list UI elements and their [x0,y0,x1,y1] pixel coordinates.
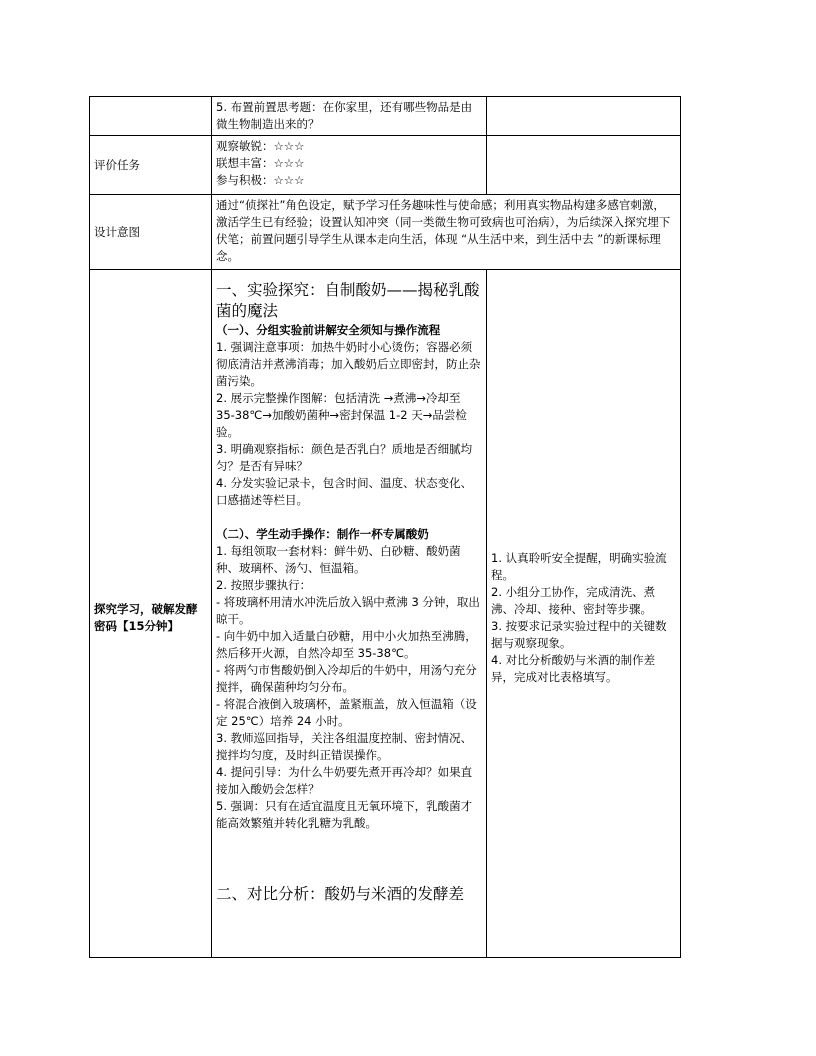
preview-question-text: 5. 布置前置思考题：在你家里，还有哪些物品是由微生物制造出来的？ [212,97,487,136]
cell-empty [487,136,681,195]
student-activity: 3. 按要求记录实验过程中的关键数据与观察现象。 [491,618,667,650]
subsection-heading: （一）、分组实验前讲解安全须知与操作流程 [216,323,441,337]
evaluation-items [212,136,487,195]
design-intent-text: 通过“侦探社”角色设定，赋予学习任务趣味性与使命感；利用真实物品构建多感官刺激，激活学生已有经验；设置认知冲突（同一类微生物可致病也可治病），为后续深入探究埋下伏笔；前置问题引导学生从课本走向生活，体现 “从生活中来，到生活中去 ”的新课标理念。 [212,195,681,270]
step-item: 3. 明确观察指标：颜色是否乳白？质地是否细腻均匀？是否有异味？ [216,442,473,473]
step-item: 3. 教师巡回指导，关注各组温度控制、密封情况、搅拌均匀度，及时纠正错误操作。 [216,731,473,762]
row-evaluation [90,136,681,195]
step-item: - 将混合液倒入玻璃杯，盖紧瓶盖，放入恒温箱（设定 25℃）培养 24 小时。 [216,697,477,728]
step-item: 5. 强调：只有在适宜温度且无氧环境下，乳酸菌才能高效繁殖并转化乳糖为乳酸。 [216,799,473,830]
lesson-plan-table [89,96,681,958]
subsection-heading: （二）、学生动手操作：制作一杯专属酸奶 [216,527,429,541]
student-activity: 1. 认真聆听安全提醒，明确实验流程。 [491,550,667,582]
cell-empty [487,97,681,136]
inquiry-label: 探究学习，破解发酵密码【15分钟】 [90,270,212,958]
teacher-activities [212,270,487,958]
step-item: 2. 按照步骤执行： [216,578,312,592]
student-activity: 2. 小组分工协作，完成清洗、煮沸、冷却、接种、密封等步骤。 [491,584,656,616]
evaluation-label: 评价任务 [90,136,212,195]
step-item: 1. 每组领取一套材料：鲜牛奶、白砂糖、酸奶菌种、玻璃杯、汤勺、恒温箱。 [216,544,461,575]
step-item: 4. 提问引导：为什么牛奶要先煮开再冷却？如果直接加入酸奶会怎样？ [216,765,473,796]
section-heading: 一、实验探究：自制酸奶——揭秘乳酸菌的魔法 [216,281,480,320]
step-item: - 将玻璃杯用清水冲洗后放入锅中煮沸 3 分钟，取出晾干。 [216,595,480,626]
step-item: - 向牛奶中加入适量白砂糖，用中小火加热至沸腾，然后移开火源，自然冷却至 35-38℃。 [216,629,477,660]
step-item: 4. 分发实验记录卡，包含时间、温度、状态变化、口感描述等栏目。 [216,476,473,507]
row-inquiry-learning [90,270,681,958]
row-design-intent [90,195,681,270]
step-item: 2. 展示完整操作图解：包括清洗 →煮沸→冷却至 35-38℃→加酸奶菌种→密封保温 1-2 天→品尝检验。 [216,391,467,439]
row-preview-question [90,97,681,136]
step-item: 1. 强调注意事项：加热牛奶时小心烫伤；容器必须彻底清洁并煮沸消毒；加入酸奶后立即密封，防止杂菌污染。 [216,340,481,388]
evaluation-item: 联想丰富：☆☆☆ [216,156,305,170]
evaluation-item: 参与积极：☆☆☆ [216,173,305,187]
student-activity: 4. 对比分析酸奶与米酒的制作差异，完成对比表格填写。 [491,652,656,684]
design-intent-label: 设计意图 [90,195,212,270]
cell-empty [90,97,212,136]
section-heading: 二、对比分析：酸奶与米酒的发酵差 [216,885,465,903]
step-item: - 将两勺市售酸奶倒入冷却后的牛奶中，用汤勺充分搅拌，确保菌种均匀分布。 [216,663,477,694]
evaluation-item: 观察敏锐：☆☆☆ [216,139,305,153]
student-activities [487,270,681,958]
